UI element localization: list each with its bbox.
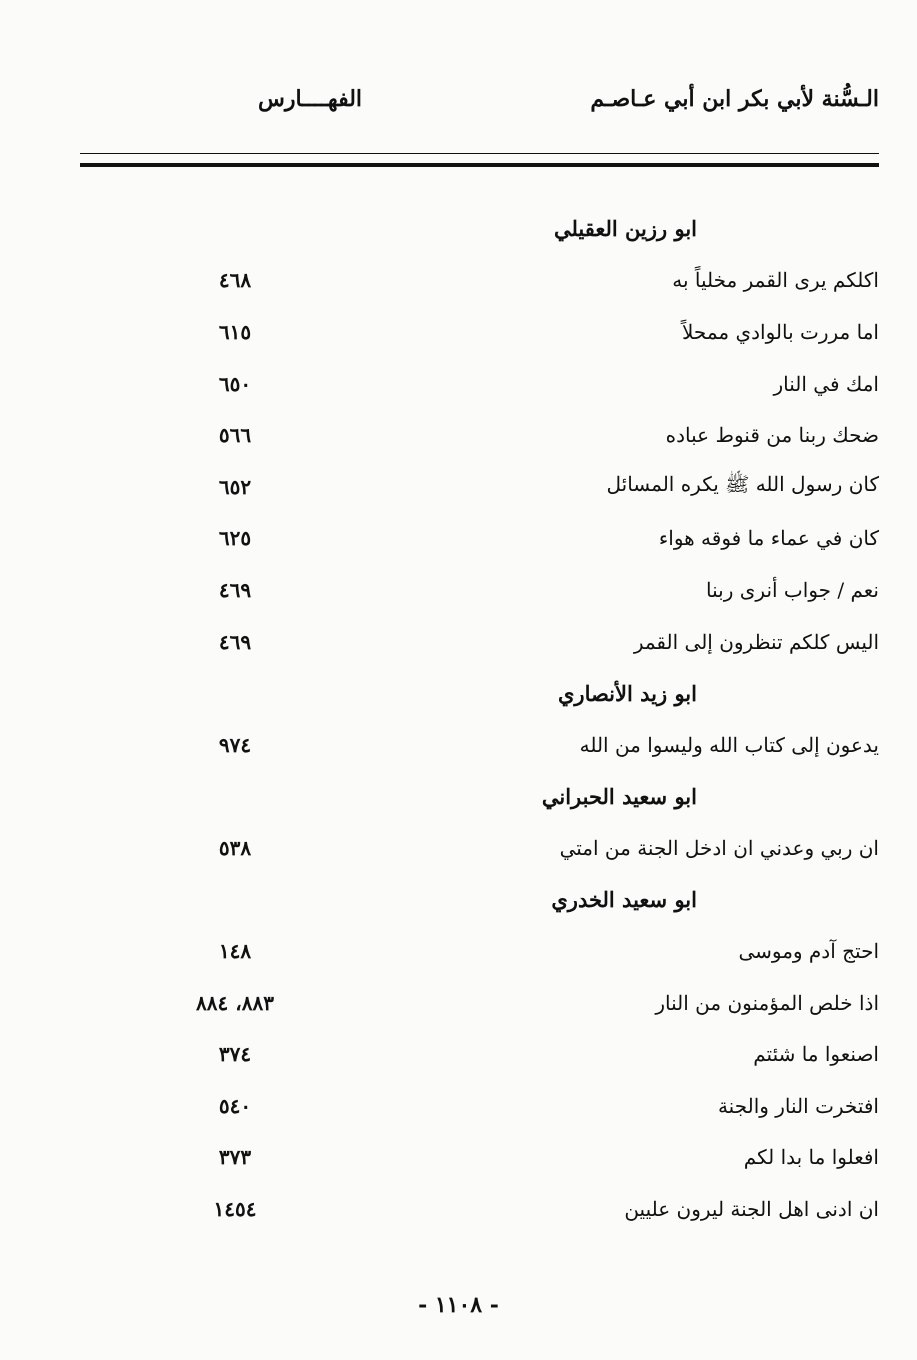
index-heading-row	[80, 771, 879, 823]
index-entry-row	[80, 977, 879, 1029]
page-reference: ٣٧٣	[218, 1145, 252, 1170]
hadith-incipit: اليس كلكم تنظرون إلى القمر	[633, 629, 879, 654]
page-reference: ٩٧٤	[218, 732, 252, 757]
hadith-incipit: كان في عماء ما فوقه هواء	[658, 526, 879, 551]
hadith-incipit: اصنعوا ما شئتم	[753, 1042, 879, 1067]
page-reference: ٨٨٣، ٨٨٤	[196, 990, 274, 1015]
index-entry-row	[80, 925, 879, 977]
hadith-incipit: ان ربي وعدني ان ادخل الجنة من امتي	[559, 835, 879, 860]
hadith-incipit: افعلوا ما بدا لكم	[743, 1145, 879, 1170]
index-heading-row	[80, 203, 879, 255]
page-reference: ٦٥٠	[218, 371, 252, 396]
narrator-heading: ابو سعيد الخدري	[551, 887, 697, 913]
section-title: الفهــــارس	[257, 86, 363, 112]
hadith-incipit: ضحك ربنا من قنوط عباده	[665, 423, 879, 448]
page-reference: ١٤٥٤	[213, 1197, 257, 1222]
page-reference: ٦٢٥	[218, 526, 252, 551]
index-entry-row	[80, 1029, 879, 1081]
page-reference: ٤٦٩	[218, 629, 252, 654]
page-reference: ٤٦٩	[218, 577, 252, 602]
index-heading-row	[80, 874, 879, 926]
hadith-incipit: اكلكم يرى القمر مخلياً به	[672, 268, 879, 293]
index-entry-row	[80, 1080, 879, 1132]
page-reference: ٤٦٨	[218, 268, 252, 293]
page-reference: ٦٥٢	[218, 474, 252, 499]
index-entry-row	[80, 616, 879, 668]
index-entry-row	[80, 1132, 879, 1184]
narrator-heading: ابو رزين العقيلي	[553, 216, 697, 242]
index-entry-row	[80, 822, 879, 874]
index-entry-row	[80, 306, 879, 358]
hadith-incipit: افتخرت النار والجنة	[717, 1093, 879, 1118]
index-heading-row	[80, 667, 879, 719]
page-reference: ٦١٥	[218, 319, 252, 344]
hadith-incipit: اذا خلص المؤمنون من النار	[655, 990, 879, 1015]
hadith-incipit: امك في النار	[773, 371, 879, 396]
narrator-heading: ابو زيد الأنصاري	[557, 680, 697, 706]
header-rule-thin	[80, 153, 879, 154]
index-entry-row	[80, 358, 879, 410]
page-reference: ٣٧٤	[218, 1042, 252, 1067]
page-reference: ٥٦٦	[218, 423, 252, 448]
hadith-incipit: ان ادنى اهل الجنة ليرون عليين	[624, 1197, 879, 1222]
hadith-incipit: اما مررت بالوادي ممحلاً	[682, 319, 879, 344]
index-entry-row	[80, 409, 879, 461]
narrator-heading: ابو سعيد الحبراني	[541, 783, 697, 809]
hadith-incipit: احتج آدم وموسى	[738, 939, 879, 964]
index-entry-row	[80, 255, 879, 307]
index-entry-row	[80, 564, 879, 616]
page-number: - ١١٠٨ -	[418, 1292, 499, 1318]
header-rule-thick	[80, 163, 879, 167]
hadith-incipit: كان رسول الله ﷺ يكره المسائل	[606, 472, 879, 497]
hadith-incipit: يدعون إلى كتاب الله وليسوا من الله	[579, 732, 879, 757]
hadith-incipit: نعم / جواب أنرى ربنا	[706, 577, 879, 602]
page-reference: ١٤٨	[218, 939, 252, 964]
index-list	[80, 203, 879, 1235]
index-entry-row	[80, 513, 879, 565]
page-reference: ٥٤٠	[218, 1093, 252, 1118]
page-reference: ٥٣٨	[218, 835, 252, 860]
index-entry-row	[80, 719, 879, 771]
index-entry-row	[80, 1183, 879, 1235]
index-entry-row	[80, 461, 879, 513]
book-title: الـسُّنة لأبي بكر ابن أبي عـاصـم	[590, 86, 879, 112]
